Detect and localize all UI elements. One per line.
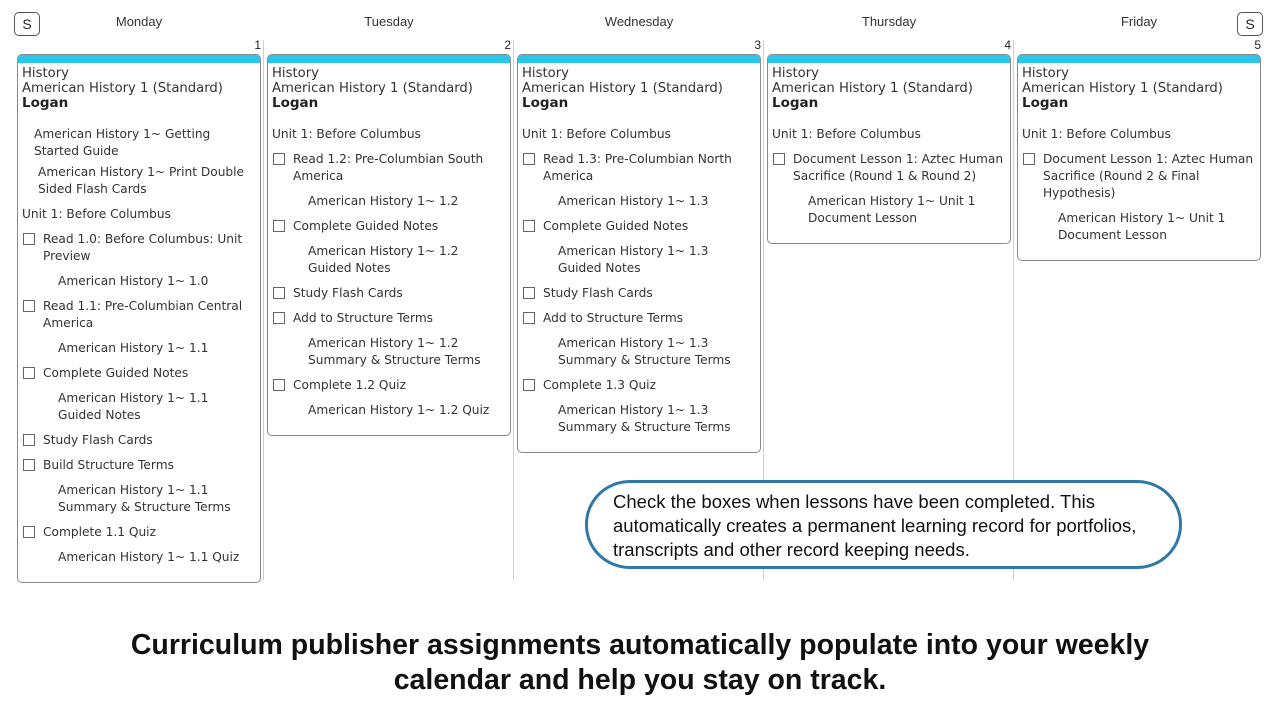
card-color-bar	[518, 55, 760, 63]
day-number: 2	[504, 38, 511, 52]
card-subject: History	[1022, 66, 1069, 81]
task-label: Complete Guided Notes	[43, 366, 189, 380]
task-label: Study Flash Cards	[543, 286, 653, 300]
completion-checkbox[interactable]	[23, 233, 35, 245]
completion-checkbox[interactable]	[23, 300, 35, 312]
task-item	[272, 377, 505, 394]
completion-checkbox[interactable]	[773, 153, 785, 165]
card-student: Logan	[772, 95, 819, 111]
resource-link[interactable]: American History 1~ Unit 1 Document Lesson	[808, 194, 976, 225]
card-course[interactable]: American History 1 (Standard)	[772, 81, 973, 96]
day-name: Wednesday	[604, 14, 674, 29]
task-label: Read 1.2: Pre-Columbian South America	[293, 152, 484, 183]
day-number: 4	[1004, 38, 1011, 52]
task-item	[22, 457, 255, 474]
card-student: Logan	[22, 95, 69, 111]
unit-heading: Unit 1: Before Columbus	[272, 127, 421, 141]
task-item	[272, 285, 505, 302]
completion-checkbox[interactable]	[273, 312, 285, 324]
card-entries	[522, 126, 755, 436]
task-item	[522, 218, 755, 235]
next-week-button[interactable]: S	[1237, 12, 1263, 36]
day-name: Tuesday	[364, 14, 414, 29]
card-subject: History	[772, 66, 819, 81]
day-number: 3	[754, 38, 761, 52]
card-course[interactable]: American History 1 (Standard)	[1022, 81, 1223, 96]
completion-checkbox[interactable]	[23, 367, 35, 379]
task-item	[1022, 151, 1255, 202]
resource-link[interactable]: American History 1~ 1.3 Summary & Structure Terms	[558, 336, 731, 367]
task-item	[22, 365, 255, 382]
info-callout	[585, 480, 1182, 569]
resource-link[interactable]: American History 1~ 1.3 Summary & Structure Terms	[558, 403, 731, 434]
unit-heading: Unit 1: Before Columbus	[1022, 127, 1171, 141]
completion-checkbox[interactable]	[23, 434, 35, 446]
task-label: Complete Guided Notes	[293, 219, 439, 233]
day-name: Monday	[115, 14, 163, 29]
task-item	[272, 218, 505, 235]
task-label: Complete 1.3 Quiz	[543, 378, 656, 392]
completion-checkbox[interactable]	[273, 287, 285, 299]
resource-link[interactable]: American History 1~ 1.2 Summary & Structure Terms	[308, 336, 481, 367]
unit-heading: Unit 1: Before Columbus	[772, 127, 921, 141]
assignment-card	[517, 54, 761, 453]
task-item	[22, 298, 255, 332]
task-label: Read 1.3: Pre-Columbian North America	[543, 152, 732, 183]
task-item	[522, 285, 755, 302]
task-label: Document Lesson 1: Aztec Human Sacrifice (Round 2 & Final Hypothesis)	[1043, 152, 1254, 200]
task-label: Complete 1.1 Quiz	[43, 525, 156, 539]
card-entries	[22, 126, 255, 566]
card-subject: History	[22, 66, 69, 81]
resource-link[interactable]: American History 1~ 1.2 Guided Notes	[308, 244, 459, 275]
completion-checkbox[interactable]	[23, 459, 35, 471]
card-color-bar	[1018, 55, 1260, 63]
assignment-card	[1017, 54, 1261, 261]
resource-link[interactable]: American History 1~ 1.3 Guided Notes	[558, 244, 709, 275]
resource-link[interactable]: American History 1~ 1.1 Summary & Structure Terms	[58, 483, 231, 514]
assignment-card	[267, 54, 511, 436]
day-name: Thursday	[861, 14, 917, 29]
assignment-card	[17, 54, 261, 583]
resource-link[interactable]: American History 1~ 1.1 Quiz	[58, 550, 240, 564]
previous-week-button[interactable]: S	[14, 12, 40, 36]
card-color-bar	[18, 55, 260, 63]
task-item	[522, 151, 755, 185]
assignment-card	[767, 54, 1011, 244]
completion-checkbox[interactable]	[523, 287, 535, 299]
completion-checkbox[interactable]	[523, 220, 535, 232]
card-student: Logan	[522, 95, 569, 111]
resource-link[interactable]: American History 1~ 1.2	[308, 194, 459, 208]
day-column-tuesday	[264, 0, 514, 580]
resource-link[interactable]: American History 1~ 1.0	[58, 274, 209, 288]
card-color-bar	[768, 55, 1010, 63]
card-entries	[272, 126, 505, 419]
card-course[interactable]: American History 1 (Standard)	[272, 81, 473, 96]
completion-checkbox[interactable]	[523, 312, 535, 324]
day-number: 1	[254, 38, 261, 52]
task-item	[22, 231, 255, 265]
card-student: Logan	[272, 95, 319, 111]
resource-link[interactable]: American History 1~ 1.3	[558, 194, 709, 208]
unit-heading: Unit 1: Before Columbus	[22, 207, 171, 221]
task-label: Complete 1.2 Quiz	[293, 378, 406, 392]
caption-line-1: Curriculum publisher assignments automatically populate into your weekly	[130, 629, 1150, 661]
completion-checkbox[interactable]	[23, 526, 35, 538]
day-name: Friday	[1120, 14, 1158, 29]
callout-text: Check the boxes when lessons have been completed. This automatically creates a permanent learning record for portfolios, transcripts and other record keeping needs.	[613, 491, 1137, 560]
task-label: Build Structure Terms	[43, 458, 174, 472]
task-item	[772, 151, 1005, 185]
resource-link[interactable]: American History 1~ Print Double Sided Flash Cards	[38, 165, 245, 196]
task-item	[522, 310, 755, 327]
completion-checkbox[interactable]	[1023, 153, 1035, 165]
resource-link[interactable]: American History 1~ 1.1	[58, 341, 209, 355]
card-entries	[1022, 126, 1255, 244]
completion-checkbox[interactable]	[273, 379, 285, 391]
caption-line-2: calendar and help you stay on track.	[393, 664, 887, 696]
task-item	[272, 151, 505, 185]
card-entries	[772, 126, 1005, 227]
card-student: Logan	[1022, 95, 1069, 111]
task-label: Read 1.1: Pre-Columbian Central America	[43, 299, 243, 330]
day-number: 5	[1254, 38, 1261, 52]
card-course[interactable]: American History 1 (Standard)	[522, 81, 723, 96]
task-label: Study Flash Cards	[293, 286, 403, 300]
card-course[interactable]: American History 1 (Standard)	[22, 81, 223, 96]
card-color-bar	[268, 55, 510, 63]
task-label: Complete Guided Notes	[543, 219, 689, 233]
completion-checkbox[interactable]	[523, 379, 535, 391]
resource-link[interactable]: American History 1~ 1.1 Guided Notes	[58, 391, 209, 422]
task-label: Document Lesson 1: Aztec Human Sacrifice (Round 1 & Round 2)	[793, 152, 1004, 183]
task-item	[22, 432, 255, 449]
unit-heading: Unit 1: Before Columbus	[522, 127, 671, 141]
resource-link[interactable]: American History 1~ Unit 1 Document Lesson	[1058, 211, 1226, 242]
task-label: Add to Structure Terms	[293, 311, 434, 325]
task-item	[522, 377, 755, 394]
resource-link[interactable]: American History 1~ Getting Started Guide	[34, 127, 211, 158]
task-label: Study Flash Cards	[43, 433, 153, 447]
card-subject: History	[522, 66, 569, 81]
task-item	[272, 310, 505, 327]
promo-caption	[0, 628, 1280, 698]
day-column-monday	[14, 0, 264, 580]
task-label: Read 1.0: Before Columbus: Unit Preview	[43, 232, 243, 263]
task-label: Add to Structure Terms	[543, 311, 684, 325]
completion-checkbox[interactable]	[273, 220, 285, 232]
card-subject: History	[272, 66, 319, 81]
completion-checkbox[interactable]	[523, 153, 535, 165]
task-item	[22, 524, 255, 541]
resource-link[interactable]: American History 1~ 1.2 Quiz	[308, 403, 490, 417]
completion-checkbox[interactable]	[273, 153, 285, 165]
